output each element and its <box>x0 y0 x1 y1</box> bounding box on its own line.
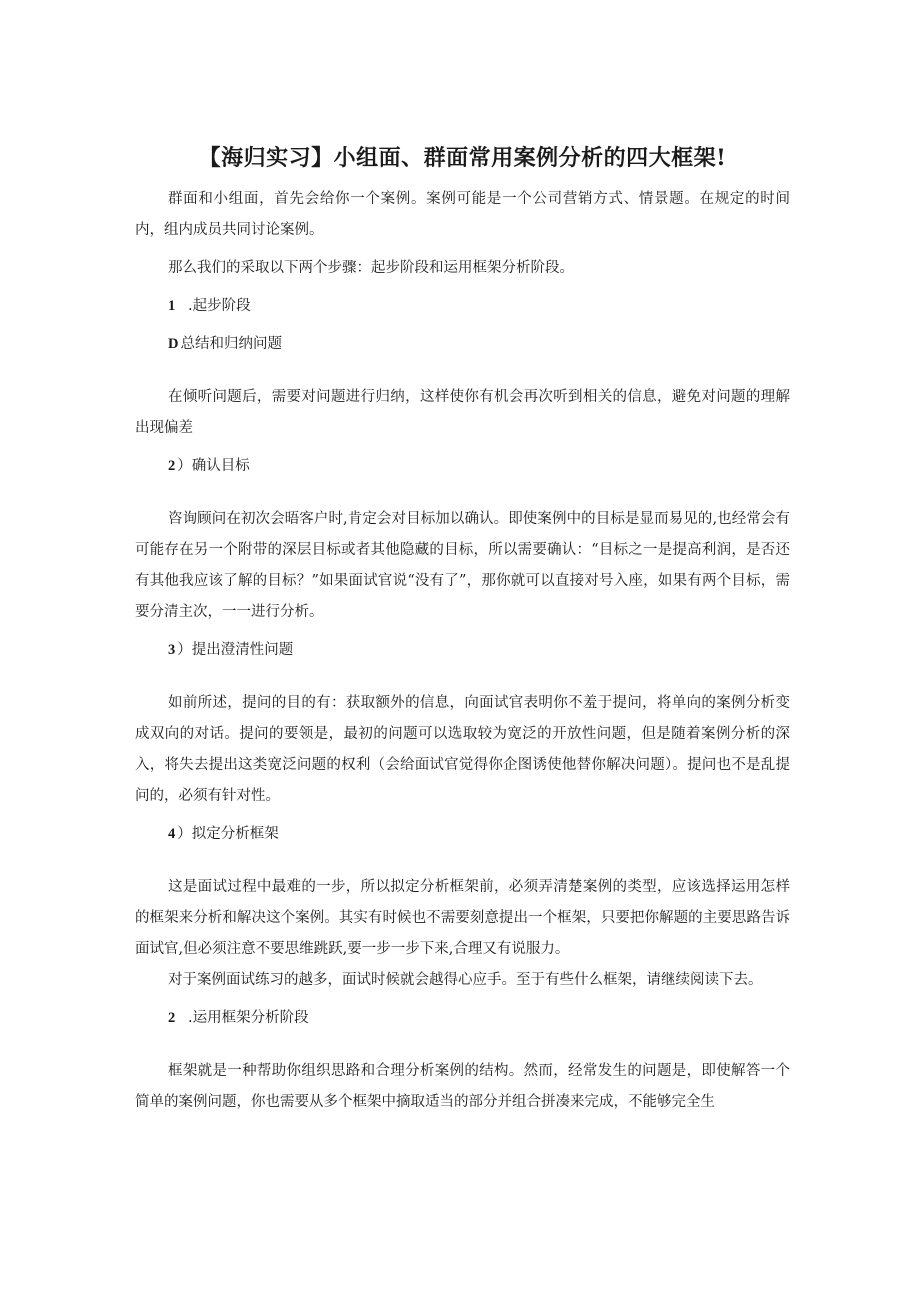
page-title: 【海归实习】小组面、群面常用案例分析的四大框架! <box>198 145 727 171</box>
subsection-3-body: 如前所述，提问的目的有：获取额外的信息，向面试官表明你不羞于提问，将单向的案例分析变成双向的对话。提问的要领是，最初的问题可以选取较为宽泛的开放性问题，但是随着案例分析的深入，将失去提出这类宽泛问题的权利（会给面试官觉得你企图诱使他替你解决问题）。提问也不是乱提问的，必须有针对性。 <box>135 695 790 804</box>
section-1-label: .起步阶段 <box>188 298 251 314</box>
section-2-number: 2 <box>168 1010 176 1026</box>
subsection-3-label: ）提出澄清性问题 <box>177 642 294 658</box>
subsection-4-label: ）拟定分析框架 <box>177 826 279 842</box>
steps-intro-paragraph: 那么我们的采取以下两个步骤：起步阶段和运用框架分析阶段。 <box>168 260 574 276</box>
section-2-body: 框架就是一种帮助你组织思路和合理分析案例的结构。然而，经常发生的问题是，即使解答一个简单的案例问题，你也需要从多个框架中摘取适当的部分并组合拼凑来完成，不能够完全生 <box>135 1063 790 1110</box>
subsection-4-body-2: 对于案例面试练习的越多，面试时候就会越得心应手。至于有些什么框架，请继续阅读下去。 <box>168 972 763 988</box>
subsection-4-number: 4 <box>168 826 176 842</box>
subsection-1-body: 在倾听问题后，需要对问题进行归纳，这样使你有机会再次听到相关的信息，避免对问题的理解出现偏差 <box>135 389 790 436</box>
section-1-number: 1 <box>168 298 176 314</box>
section-1-heading <box>135 291 790 322</box>
subsection-3-heading <box>135 635 790 666</box>
section-2-heading <box>135 1003 790 1034</box>
subsection-1-heading <box>135 329 790 360</box>
subsection-1-number: D <box>168 336 179 352</box>
section-2-label: .运用框架分析阶段 <box>188 1010 309 1026</box>
subsection-2-label: ）确认目标 <box>177 458 250 474</box>
subsection-2-number: 2 <box>168 458 176 474</box>
subsection-4-body: 这是面试过程中最难的一步，所以拟定分析框架前，必须弄清楚案例的类型，应该选择运用怎样的框架来分析和解决这个案例。其实有时候也不需要刻意提出一个框架，只要把你解题的主要思路告诉面试官,但必须注意不要思维跳跃,要一步一步下来,合理又有说服力。 <box>135 879 790 957</box>
subsection-2-heading <box>135 451 790 482</box>
subsection-3-number: 3 <box>168 642 176 658</box>
subsection-1-label: 总结和归纳问题 <box>180 336 282 352</box>
document-page <box>135 140 790 1118</box>
intro-paragraph: 群面和小组面，首先会给你一个案例。案例可能是一个公司营销方式、情景题。在规定的时间内，组内成员共同讨论案例。 <box>135 191 790 238</box>
subsection-4-heading <box>135 819 790 850</box>
subsection-2-body: 咨询顾问在初次会晤客户时,肯定会对目标加以确认。即使案例中的目标是显而易见的,也经常会有可能存在另一个附带的深层目标或者其他隐藏的目标，所以需要确认：“目标之一是提高利润，是否还有其他我应该了解的目标？”如果面试官说“没有了”，那你就可以直接对号入座，如果有两个目标，需要分清主次，一一进行分析。 <box>135 511 790 620</box>
